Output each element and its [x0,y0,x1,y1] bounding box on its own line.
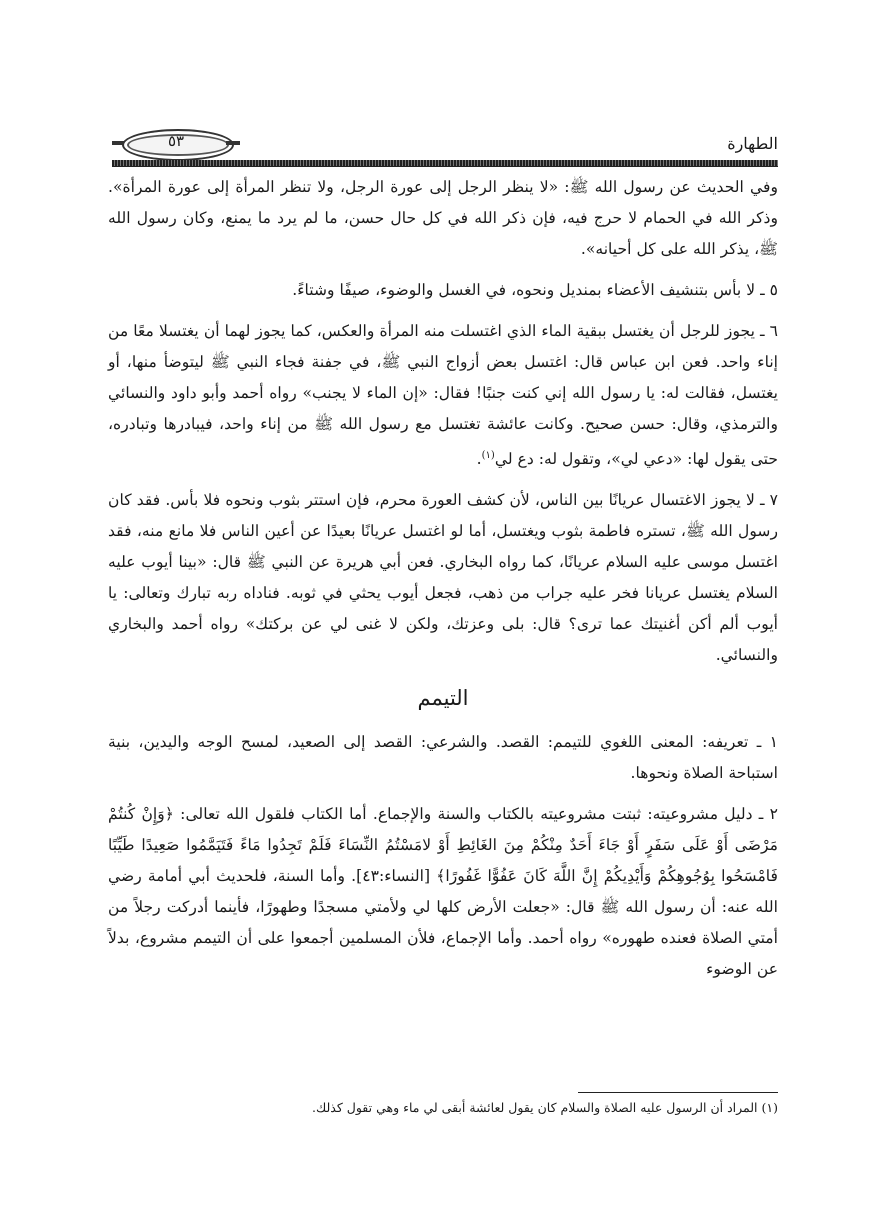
main-text [108,172,778,995]
page-number: ٥٣ [167,132,185,150]
paragraph: ١ ـ تعريفه: المعنى اللغوي للتيمم: القصد. والشرعي: القصد إلى الصعيد، لمسح الوجه واليدين، بنية استباحة الصلاة ونحوها. [108,733,778,783]
footnote: (١) المراد أن الرسول عليه الصلاة والسلام كان يقول لعائشة أبقى لي ماء وهي تقول كذلك. [311,1100,778,1115]
section-heading: التيمم [417,686,469,711]
paragraph: وفي الحديث عن رسول الله ﷺ: «لا ينظر الرجل إلى عورة الرجل، ولا تنظر المرأة إلى عورة المرأة». وذكر الله في الحمام لا حرج فيه، فإن ذكر الله في كل حال حسن، ما لم يرد ما يمنع، وكان رسول الله ﷺ، يذكر الله على كل أحيانه». [108,178,778,258]
header-rule [112,160,778,167]
paragraph: ٦ ـ يجوز للرجل أن يغتسل ببقية الماء الذي اغتسلت منه المرأة والعكس، كما يجوز لهما أن يغتسلا معًا من إناء واحد. فعن ابن عباس قال: اغتسل بعض أزواج النبي ﷺ، في جفنة فجاء النبي ﷺ ليتوضأ منها، أو يغتسل، فقالت له: يا رسول الله إني كنت جنبًا! فقال: «إن الماء لا يجنب» رواه أحمد وأبو داود والنسائي والترمذي، وقال: حسن صحيح. وكانت عائشة تغتسل مع رسول الله ﷺ من إناء واحد، فيبادرها وتبادره، حتى يقول لها: «دعي لي»، وتقول له: دع لي$^{(١)}$. [108,322,778,469]
footnote-rule [578,1092,778,1093]
footnote-marker: (١) [481,450,495,461]
paragraph: ٥ ـ لا بأس بتنشيف الأعضاء بمنديل ونحوه، في الغسل والوضوء، صيفًا وشتاءً. [292,281,778,299]
paragraph: ٧ ـ لا يجوز الاغتسال عريانًا بين الناس، لأن كشف العورة محرم، فإن استتر بثوب ونحوه فلا بأس. فقد كان رسول الله ﷺ، تستره فاطمة بثوب ويغتسل، أما لو اغتسل عريانًا بعيدًا عن أعين الناس فلا مانع منه، فقد اغتسل موسى عليه السلام عريانًا، كما رواه البخاري. فعن أبي هريرة عن النبي ﷺ قال: «بينا أيوب عليه السلام يغتسل عريانا فخر عليه جراب من ذهب، فجعل أيوب يحثي في ثوبه. فناداه ربه تبارك وتعالى: يا أيوب ألم أكن أغنيتك عما ترى؟ قال: بلى وعزتك، ولكن لا غنى لي عن بركتك» رواه أحمد والبخاري والنسائي. [108,491,778,665]
paragraph-text: ٦ ـ يجوز للرجل أن يغتسل ببقية الماء الذي اغتسلت منه المرأة والعكس، كما يجوز لهما أن يغتسلا معًا من إناء واحد. فعن ابن عباس قال: اغتسل بعض أزواج النبي ﷺ، في جفنة فجاء النبي ﷺ ليتوضأ منها، أو يغتسل، فقالت له: يا رسول الله إني كنت جنبًا! فقال: «إن الماء لا يجنب» رواه أحمد وأبو داود والنسائي والترمذي، وقال: حسن صحيح. وكانت عائشة تغتسل مع رسول الله ﷺ من إناء واحد، فيبادرها وتبادره، حتى يقول لها: «دعي لي»، وتقول له: دع لي [108,322,778,469]
page-number-badge [112,126,240,160]
paragraph: ٢ ـ دليل مشروعيته: ثبتت مشروعيته بالكتاب والسنة والإجماع. أما الكتاب فلقول الله تعالى: ﴿وَإِنْ كُنتُمْ مَرْضَى أَوْ عَلَى سَفَرٍ أَوْ جَاءَ أَحَدٌ مِنْكُمْ مِنَ الغَائِطِ أَوْ لامَسْتُمُ النِّسَاءَ فَلَمْ تَجِدُوا مَاءً فَتَيَمَّمُوا صَعِيدًا طَيِّبًا فَامْسَحُوا بِوُجُوهِكُمْ وَأَيْدِيكُمْ إِنَّ اللَّهَ كَانَ عَفُوًّا غَفُورًا﴾ [النساء:٤٣]. وأما السنة، فلحديث أبي أمامة رضي الله عنه: أن رسول الله ﷺ قال: «جعلت الأرض كلها لي ولأمتي مسجدًا وطهورًا، فأينما أدركت رجلاً من أمتي الصلاة فعنده طهوره» رواه أحمد. وأما الإجماع، فلأن المسلمين أجمعوا على أن التيمم مشروع، بدلاً عن الوضوء [108,805,779,979]
chapter-title: الطهارة [727,134,778,153]
